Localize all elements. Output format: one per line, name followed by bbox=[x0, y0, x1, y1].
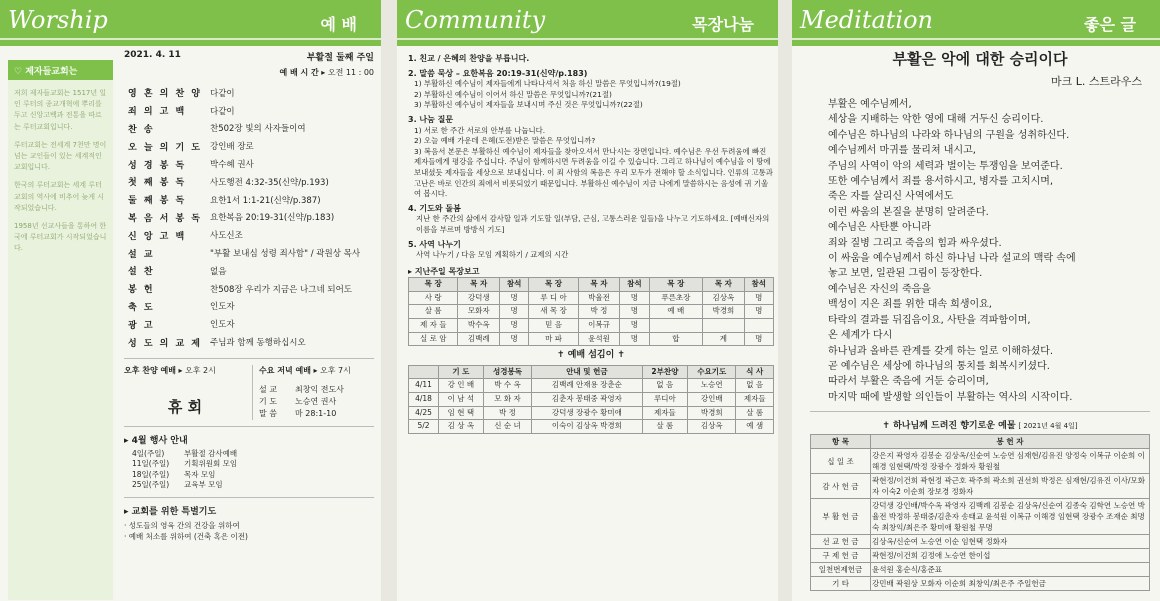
table-cell: 제자들 bbox=[642, 406, 687, 420]
table-cell: 김백례 안재용 장춘순 bbox=[532, 379, 643, 393]
section-2: 2. 말씀 묵상 – 요한복음 20:19-31(신약/p.183) bbox=[408, 68, 588, 78]
table-cell: 일천번제헌금 bbox=[811, 563, 871, 577]
worship-header bbox=[0, 0, 381, 46]
table-row bbox=[409, 332, 774, 346]
table-cell: 명 bbox=[620, 305, 649, 319]
meditation-line: 부활은 예수님께서, bbox=[828, 99, 912, 110]
table-cell: 사 랑 bbox=[409, 291, 458, 305]
order-item: 첫 째 봉 독 bbox=[128, 178, 187, 189]
order-row bbox=[126, 334, 362, 350]
event-name: 부활절 감사예배 bbox=[184, 448, 238, 458]
header-ko: 예 배 bbox=[320, 15, 357, 34]
table-cell: 곽현정/이건희 김정애 노승연 한이섭 bbox=[871, 549, 1150, 563]
table-row bbox=[811, 499, 1150, 535]
order-row bbox=[126, 299, 362, 315]
table-header-cell: 참석 bbox=[620, 278, 649, 292]
meditation-title: 부활은 악에 대한 승리이다 bbox=[892, 50, 1068, 68]
table-cell: 푸른초장 bbox=[649, 291, 703, 305]
order-item: 광 고 bbox=[128, 320, 155, 331]
order-item: 영 혼 의 찬 양 bbox=[128, 89, 203, 100]
table-header-cell: 수요기도 bbox=[688, 365, 736, 379]
table-cell: 강인배 bbox=[688, 393, 736, 407]
table-row bbox=[811, 449, 1150, 474]
report-title: 지난주일 목장보고 bbox=[414, 266, 480, 276]
table-cell: 선 교 헌 금 bbox=[811, 535, 871, 549]
sidebar-paragraph: 저희 제자들교회는 1517년 일인 루터의 종교개혁에 뿌리를 두고 신앙고백과 전통을 따르는 루터교회입니다. bbox=[14, 89, 107, 131]
wed-row bbox=[259, 384, 374, 396]
order-value: "부활 보내심 성령 죄사함" / 곽원상 목사 bbox=[210, 249, 361, 260]
order-row bbox=[126, 263, 362, 279]
table-row bbox=[811, 577, 1150, 591]
table-cell: 명 bbox=[744, 305, 773, 319]
table-header-cell: 식 사 bbox=[736, 365, 774, 379]
event-name: 기획위원회 모임 bbox=[184, 459, 238, 469]
table-cell: 실 로 암 bbox=[409, 332, 458, 346]
meditation-line: 또한 예수님께서 죄를 용서하시고, 병자를 고치시며, bbox=[828, 176, 1054, 188]
order-value: 사도행전 4:32-35(신약/p.193) bbox=[210, 177, 329, 188]
order-row bbox=[126, 156, 362, 172]
meditation-header bbox=[792, 0, 1160, 46]
table-header-cell: 2부찬양 bbox=[642, 365, 687, 379]
table-header-cell: 참석 bbox=[744, 278, 773, 292]
wed-value: 노승연 권사 bbox=[295, 396, 337, 406]
table-cell: 제자들 bbox=[736, 393, 774, 407]
table-row bbox=[409, 305, 774, 319]
order-item: 오 늘 의 기 도 bbox=[128, 142, 203, 153]
table-cell: 강은지 곽영자 김봉순 김상옥/신순여 노승연 심재현/김유진 양정숙 이복규 이순희 이해경 임현택/박정 장광수 정화자 황원철 bbox=[871, 449, 1150, 474]
event-name: 교육부 모임 bbox=[184, 480, 223, 490]
events-list bbox=[124, 449, 374, 491]
order-item: 둘 째 봉 독 bbox=[128, 196, 187, 207]
table-cell bbox=[744, 319, 773, 333]
order-item: 신 앙 고 백 bbox=[128, 231, 187, 242]
meditation-body bbox=[810, 97, 1150, 405]
meditation-line: 주님의 사역이 악의 세력과 벌이는 투쟁임을 보여준다. bbox=[828, 160, 1063, 172]
section-4-body: 지난 한 주간의 삶에서 감사할 일과 기도할 일(부담, 근심, 고통스러운 일들)을 나누고 기도하세요. [예배신자의 이름을 부르며 방방식 기도] bbox=[416, 214, 770, 234]
prayer-title: 교회를 위한 특별기도 bbox=[131, 506, 217, 517]
section-5-body: 사역 나누기 / 다음 모임 계획하기 / 교제의 시간 bbox=[416, 250, 569, 260]
event-date: 11일(주일) bbox=[132, 459, 170, 469]
order-row bbox=[126, 121, 362, 137]
meditation-content bbox=[810, 48, 1150, 591]
table-row bbox=[409, 291, 774, 305]
sidebar-paragraph: 한국의 루터교회는 세계 루터교회의 역사에 비추어 늦게 시작되었습니다. bbox=[14, 181, 105, 212]
question-item: 1) 부활하신 예수님이 제자들에게 나타나셔서 처음 하신 말씀은 무엇입니까?(19절) bbox=[414, 79, 681, 89]
section-5: 5. 사역 나누기 bbox=[408, 239, 461, 249]
table-row bbox=[409, 379, 774, 393]
table-cell: 박경희 bbox=[688, 406, 736, 420]
order-value: 찬508장 우리가 지금은 나그네 되어도 bbox=[210, 284, 352, 295]
section-3-body: 3) 복음서 본문은 부활하신 예수님이 제자들을 찾아오셔서 만나시는 장면입니다. 예수님은 우선 두려움에 빠진 제자들에게 평강을 주십니다. 주님이 함께하시면 두려움을 이길 수 있습니다. 그리고 하나님이 예수님을 이 땅에 보내셨듯 제자들을 세상으로 보내십니다. 이 죄 사함의 복음은 우리 모두가 전해야 할 소식입니다. 인류의 고통과 고난은 바로 인간의 죄에서 비롯되었기 때문입니다. 부활하신 예수님이 지금 나에게 말씀하시는 음성에 귀 기울여 봅시다. bbox=[414, 146, 773, 199]
table-cell: 임 현 택 bbox=[439, 406, 484, 420]
table-header-cell: 안내 및 헌금 bbox=[532, 365, 643, 379]
meditation-line: 따라서 부활은 죽음에 거둔 승리이며, bbox=[828, 376, 989, 388]
table-cell: 김상옥/신순여 노승연 이순 임현택 정화자 bbox=[871, 535, 1150, 549]
afternoon-value: 휴 회 bbox=[167, 397, 203, 416]
table-cell: 4/18 bbox=[409, 393, 439, 407]
table-cell: 박 정 bbox=[578, 305, 619, 319]
table-row bbox=[811, 535, 1150, 549]
order-item: 성 도 의 교 제 bbox=[128, 338, 203, 349]
table-cell: 강덕생 강인배/박수옥 곽영자 김백례 김봉순 김상옥/신순여 김종숙 김학연 노승연 박율전 박정하 봉태중/김춘자 송태교 윤석원 이복규 이해경 임현택 장광수 조재순 최명숙 최창익/최은주 황미애 황원철 무명 bbox=[871, 499, 1150, 535]
table-cell: 이복규 bbox=[578, 319, 619, 333]
order-value: 인도자 bbox=[210, 320, 235, 331]
table-cell: 모화자 bbox=[458, 305, 499, 319]
order-item: 복 음 서 봉 독 bbox=[128, 213, 203, 224]
table-cell: 강덕생 bbox=[458, 291, 499, 305]
table-cell: 박율전 bbox=[578, 291, 619, 305]
wed-rows bbox=[259, 384, 374, 420]
event-row bbox=[132, 449, 374, 460]
order-value: 다같이 bbox=[210, 88, 235, 99]
table-cell: 김백례 bbox=[458, 332, 499, 346]
order-value: 박수혜 권사 bbox=[210, 160, 254, 171]
table-cell: 이숙이 김상옥 박경희 bbox=[532, 420, 643, 434]
event-date: 25일(주일) bbox=[132, 480, 170, 490]
table-cell: 김상옥 bbox=[703, 291, 744, 305]
wed-label: 말 씀 bbox=[259, 408, 277, 418]
table-cell: 4/25 bbox=[409, 406, 439, 420]
header-en: Worship bbox=[8, 6, 108, 34]
table-cell: 없 음 bbox=[642, 379, 687, 393]
table-cell: 모 화 자 bbox=[483, 393, 531, 407]
table-cell: 이 남 석 bbox=[439, 393, 484, 407]
event-date: 4일(주일) bbox=[132, 448, 165, 458]
church-intro-sidebar bbox=[8, 60, 113, 600]
meditation-line: 세상을 지배하는 악한 영에 대해 거두신 승리이다. bbox=[828, 114, 1044, 126]
meditation-line: 예수님은 하나님의 나라와 하나님의 구원을 성취하신다. bbox=[828, 129, 1070, 141]
order-row bbox=[126, 210, 362, 226]
table-cell: 새 목 장 bbox=[529, 305, 578, 319]
table-cell bbox=[703, 319, 744, 333]
table-cell: 감 사 헌 금 bbox=[811, 474, 871, 499]
table-row bbox=[409, 420, 774, 434]
header-en: Community bbox=[405, 6, 546, 34]
table-header-cell bbox=[409, 365, 439, 379]
report-table bbox=[408, 277, 774, 346]
table-cell: 명 bbox=[744, 332, 773, 346]
order-row bbox=[126, 245, 362, 261]
meditation-line: 타락의 결과를 뒤집음이요, 사탄을 격파함이며, bbox=[828, 314, 1031, 326]
table-cell: 예 샘 bbox=[736, 420, 774, 434]
meditation-line: 이런 싸움의 본질을 분명히 알려준다. bbox=[828, 206, 989, 218]
event-row bbox=[132, 470, 374, 481]
order-item: 성 경 봉 독 bbox=[128, 160, 187, 171]
header-en: Meditation bbox=[800, 6, 933, 34]
meditation-line: 곧 예수님은 세상에 하나님의 통치를 회복시키셨다. bbox=[828, 360, 1050, 372]
order-item: 죄 의 고 백 bbox=[128, 107, 187, 118]
date: 2021. 4. 11 bbox=[124, 50, 181, 60]
offering-date: [ 2021년 4월 4일] bbox=[1018, 422, 1078, 431]
table-cell: 박 수 옥 bbox=[483, 379, 531, 393]
worship-time: 예 배 시 간 ▸ 오전 11 : 00 bbox=[279, 68, 374, 77]
meditation-line: 하나님과 올바른 관계를 갖게 하는 일로 이해하셨다. bbox=[828, 345, 1054, 357]
wed-row bbox=[259, 408, 374, 420]
order-item: 설 교 bbox=[128, 249, 155, 260]
wed-label: 기 도 bbox=[259, 396, 277, 406]
events-title: 4월 행사 안내 bbox=[131, 435, 188, 446]
prayer-item: · 예배 처소를 위하여 (건축 혹은 이전) bbox=[124, 531, 248, 541]
table-header-cell: 목 장 bbox=[529, 278, 578, 292]
order-row bbox=[126, 103, 362, 119]
sidebar-paragraph: 루터교회는 전세계 7천만 명이 넘는 교인들이 있는 세계적인 교회입니다. bbox=[14, 140, 107, 172]
table-cell: 명 bbox=[620, 319, 649, 333]
table-cell: 믿 음 bbox=[529, 319, 578, 333]
question-item: 2) 부활하신 예수님이 이어서 하신 말씀은 무엇입니까?(21절) bbox=[414, 89, 612, 99]
table-cell: 제 자 들 bbox=[409, 319, 458, 333]
question-item: 1) 서로 한 주간 서로의 안부를 나눕니다. bbox=[414, 125, 546, 135]
table-cell: 윤석원 홍순식/홍준표 bbox=[871, 563, 1150, 577]
table-cell: 김춘자 봉태중 곽영자 bbox=[532, 393, 643, 407]
table-cell: 살 롬 bbox=[642, 420, 687, 434]
table-cell: 계 bbox=[703, 332, 744, 346]
meditation-line: 마지막 때에 발생할 의인들이 부활하는 역사의 시작이다. bbox=[828, 391, 1073, 403]
question-item: 2) 오늘 예배 가운데 은혜(도전)받은 말씀은 무엇입니까? bbox=[414, 136, 596, 146]
table-cell: 박경희 bbox=[703, 305, 744, 319]
table-cell: 기 타 bbox=[811, 577, 871, 591]
order-item: 축 도 bbox=[128, 302, 155, 313]
meditation-line: 놓고 보면, 일관된 그림이 등장한다. bbox=[828, 268, 983, 280]
table-header-cell: 목 자 bbox=[578, 278, 619, 292]
table-cell: 곽현정/이건희 곽현정 곽근호 곽주희 곽소희 권선희 박정은 심재현/김유진 이사/모화자 이숙2 이순희 장보경 정화자 bbox=[871, 474, 1150, 499]
table-header-cell: 항 목 bbox=[811, 435, 871, 449]
table-cell: 구 제 헌 금 bbox=[811, 549, 871, 563]
order-value: 강인배 장로 bbox=[210, 142, 254, 153]
worship-order: 2021. 4. 11 부활절 둘째 주일 예 배 시 간 ▸ 오전 11 : 00 영 혼 의 찬 양 다같이 죄 의 고 백 다같이 찬 송 찬502장 빛의 사자들이여 오 늘 의 기 도 강인배 장로 성 경 봉 독 박수혜 권사 첫 째 봉 독 사도행전 4:32-35(신약/p.193) 둘 째 봉 독 요한1서 1:1-21(신약/p.387) 복 음 서 봉 독 요한복음 20:19-31(신약/p.183) 신 앙 고 백 사도신조 설 교 "부활 보내심 성령 죄사함" / 곽원상 목사 설 찬 없음 봉 헌 찬508장 우리가 지금은 나그네 되어도 축 도 인도자 광 고 인도자 성 도 의 교 제 주님과 함께 동행하십시오 오후 찬양 예배 ▸ 오후 2시 휴 회 수요 저녁 예배 ▸ 오후 7시 설 교 최창익 전도사 기 도 노승연 권사 말 씀 마 28:1-10 ▸ 4월 행사 안내 4일(주일) 부활절 감사예배 11일(주일) 기획위원회 모임 18일(주일) 목자 모임 25일(주일) 교육부 모임 ▸ 교회를 위한 특별기도 · 성도들의 영육 간의 건강을 위하여 · 예배 처소를 위하여 (건축 혹은 이전) bbox=[124, 50, 374, 541]
table-row bbox=[811, 549, 1150, 563]
order-item: 봉 헌 bbox=[128, 285, 155, 296]
offering-title: ✝ 하나님께 드려진 향기로운 예물 bbox=[882, 421, 1016, 432]
offering-table bbox=[810, 434, 1150, 591]
table-header-cell: 목 장 bbox=[409, 278, 458, 292]
table-cell: 명 bbox=[499, 305, 528, 319]
header-ko: 좋은 글 bbox=[1084, 15, 1136, 34]
table-cell: 살 롬 bbox=[736, 406, 774, 420]
section-2-items bbox=[408, 79, 774, 111]
order-row bbox=[126, 281, 362, 297]
table-cell: 명 bbox=[499, 319, 528, 333]
table-cell: 강덕생 장광수 황미애 bbox=[532, 406, 643, 420]
order-value: 사도신조 bbox=[210, 231, 243, 242]
table-cell: 합 bbox=[649, 332, 703, 346]
event-date: 18일(주일) bbox=[132, 469, 170, 479]
table-cell: 명 bbox=[620, 291, 649, 305]
table-cell: 살 롬 bbox=[409, 305, 458, 319]
serve-title: 예배 섬김이 bbox=[567, 350, 615, 361]
prayer-item: · 성도들의 영육 간의 건강을 위하여 bbox=[124, 520, 240, 530]
table-cell: 명 bbox=[620, 332, 649, 346]
sunday-name: 부활절 둘째 주일 bbox=[306, 53, 374, 63]
wed-value: 마 28:1-10 bbox=[295, 408, 337, 418]
table-header-cell: 성경봉독 bbox=[483, 365, 531, 379]
order-row bbox=[126, 138, 362, 154]
order-row bbox=[126, 192, 362, 208]
table-cell: 김 상 옥 bbox=[439, 420, 484, 434]
table-cell: 명 bbox=[499, 332, 528, 346]
section-3: 3. 나눔 질문 bbox=[408, 114, 454, 124]
section-3-items bbox=[408, 126, 774, 147]
meditation-line: 이 싸움을 예수님께서 하신 하나님 나라 설교의 맥락 속에 bbox=[828, 253, 1076, 265]
order-value: 찬502장 빛의 사자들이여 bbox=[210, 124, 306, 135]
order-value: 인도자 bbox=[210, 302, 235, 313]
table-cell: 명 bbox=[744, 291, 773, 305]
event-row bbox=[132, 459, 374, 470]
table-cell: 박 정 bbox=[483, 406, 531, 420]
event-row bbox=[132, 480, 374, 491]
meditation-line: 예수님께서 마귀를 물리쳐 내시고, bbox=[828, 145, 976, 157]
order-value: 요한1서 1:1-21(신약/p.387) bbox=[210, 195, 321, 206]
table-cell: 박수옥 bbox=[458, 319, 499, 333]
table-cell: 루 디 아 bbox=[529, 291, 578, 305]
section-4: 4. 기도와 돌봄 bbox=[408, 203, 461, 213]
table-row bbox=[409, 319, 774, 333]
question-item: 3) 부활하신 예수님이 제자들을 보내시며 주신 것은 무엇입니까?(22절) bbox=[414, 100, 643, 110]
sidebar-title: ♡ 제자들교회는 bbox=[8, 60, 113, 80]
table-header-cell: 기 도 bbox=[439, 365, 484, 379]
table-row bbox=[811, 474, 1150, 499]
meditation-line: 예수님은 자신의 죽음을 bbox=[828, 283, 931, 295]
table-cell: 예 배 bbox=[649, 305, 703, 319]
table-header-cell: 목 자 bbox=[458, 278, 499, 292]
order-row bbox=[126, 85, 362, 101]
meditation-line: 예수님은 사탄뿐 아니라 bbox=[828, 222, 931, 234]
table-header-cell: 참석 bbox=[499, 278, 528, 292]
table-cell: 강민배 곽원상 모화자 이순희 최창익/최은주 주일헌금 bbox=[871, 577, 1150, 591]
order-value: 요한복음 20:19-31(신약/p.183) bbox=[210, 213, 335, 224]
sidebar-paragraph: 1958년 선교사들을 통하여 한국에 루터교회가 시작되었습니다. bbox=[14, 222, 107, 253]
table-cell: 마 파 bbox=[529, 332, 578, 346]
order-row bbox=[126, 316, 362, 332]
table-cell: 명 bbox=[499, 291, 528, 305]
order-value: 없음 bbox=[210, 266, 227, 277]
header-ko: 목장나눔 bbox=[692, 15, 754, 34]
wed-value: 최창익 전도사 bbox=[295, 384, 344, 394]
wed-label: 설 교 bbox=[259, 384, 277, 394]
section-1: 1. 친교 / 은혜의 찬양을 부릅니다. bbox=[408, 54, 530, 63]
table-cell: 4/11 bbox=[409, 379, 439, 393]
table-header-cell: 봉 헌 자 bbox=[871, 435, 1150, 449]
wed-row bbox=[259, 396, 374, 408]
sidebar-text bbox=[8, 80, 113, 270]
table-header-cell: 목 장 bbox=[649, 278, 703, 292]
table-header-cell: 목 자 bbox=[703, 278, 744, 292]
table-cell: 없 음 bbox=[736, 379, 774, 393]
table-row bbox=[811, 563, 1150, 577]
table-cell: 강 인 배 bbox=[439, 379, 484, 393]
meditation-line: 죽은 자를 살리신 사역에서도 bbox=[828, 191, 954, 203]
meditation-author: 마크 L. 스트라우스 bbox=[1051, 75, 1142, 88]
prayer-list bbox=[124, 520, 374, 542]
table-cell: 부 활 헌 금 bbox=[811, 499, 871, 535]
meditation-line: 죄와 질병 그리고 죽음의 힘과 싸우셨다. bbox=[828, 237, 1002, 249]
table-row bbox=[409, 406, 774, 420]
order-item: 설 찬 bbox=[128, 267, 155, 278]
event-name: 목자 모임 bbox=[184, 469, 216, 479]
meditation-line: 온 세계가 다시 bbox=[828, 330, 893, 342]
community-content: 1. 친교 / 은혜의 찬양을 부릅니다. 2. 말씀 묵상 – 요한복음 20:19-31(신약/p.183) 1) 부활하신 예수님이 제자들에게 나타나셔서 처음 하신 말씀은 무엇입니까?(19절) 2) 부활하신 예수님이 이어서 하신 말씀은 무엇입니까?(21절) 3) 부활하신 예수님이 제자들을 보내시며 주신 것은 무엇입니까?(22절) 3. 나눔 질문 1) 서로 한 주간 서로의 안부를 나눕니다. 2) 오늘 예배 가운데 은혜(도전)받은 말씀은 무엇입니까? 3) 복음서 본문은 부활하신 예수님이 제자들을 찾아오셔서 만나시는 장면입니다. 예수님은 우선 두려움에 빠진 제자들에게 평강을 주십니다. 주님이 함께하시면 두려움을 이길 수 있습니다. 그리고 하나님이 예수님을 이 땅에 보내셨듯 제자들을 세상으로 보내십니다. 이 죄 사함의 복음은 우리 모두가 전해야 할 소식입니다. 인류의 고통과 고난은 바로 인간의 죄에서 비롯되었기 때문입니다. 부활하신 예수님이 지금 나에게 말씀하시는 음성에 귀 기울여 봅시다. 4. 기도와 돌봄 지난 한 주간의 삶에서 감사할 일과 기도할 일(부담, 근심, 고통스러운 일들)을 나누고 기도하세요. [예배신자의 이름을 부르며 방방식 기도] 5. 사역 나누기 사역 나누기 / 다음 모임 계획하기 / 교제의 시간 ▸ 지난주일 목장보고 목 장 목 자 참석 목 장 목 자 참석 목 장 목 자 참석 사 랑 강덕생 명 루 디 아 박율전 명 푸른초장 김상옥 명 살 롬 모화자 명 새 목 장 박 정 명 예 배 박경희 명 제 자 들 박수옥 명 믿 음 이복규 명 실 로 암 김백례 명 마 파 윤석원 명 합 계 명 ✝ 예배 섬김이 ✝ 기 도 성경봉독 안내 및 헌금 2부찬양 수요기도 식 사 4/11 강 인 배 박 수 옥 김백례 안재용 장춘순 없 음 노승연 없 음 4/18 이 남 석 모 화 자 김춘자 봉태중 곽영자 루디아 강인배 제자들 4/25 임 현 택 박 정 강덕생 장광수 황미애 제자들 박경희 살 롬 5/2 김 상 옥 신 순 녀 이숙이 김상옥 박경희 살 롬 김상옥 예 샘 bbox=[408, 50, 774, 434]
order-item: 찬 송 bbox=[128, 124, 155, 135]
order-value: 주님과 함께 동행하십시오 bbox=[210, 338, 306, 349]
table-cell: 신 순 녀 bbox=[483, 420, 531, 434]
order-row bbox=[126, 227, 362, 243]
table-cell: 루디아 bbox=[642, 393, 687, 407]
order-table bbox=[124, 83, 364, 352]
table-cell: 윤석원 bbox=[578, 332, 619, 346]
table-cell: 노승연 bbox=[688, 379, 736, 393]
serve-table bbox=[408, 365, 774, 434]
table-row bbox=[409, 393, 774, 407]
table-cell: 김상옥 bbox=[688, 420, 736, 434]
community-header bbox=[397, 0, 778, 46]
table-cell bbox=[649, 319, 703, 333]
table-cell: 5/2 bbox=[409, 420, 439, 434]
meditation-line: 백성이 지은 죄를 위한 대속 희생이요, bbox=[828, 299, 992, 311]
order-value: 다같이 bbox=[210, 106, 235, 117]
table-cell: 십 일 조 bbox=[811, 449, 871, 474]
order-row bbox=[126, 174, 362, 190]
